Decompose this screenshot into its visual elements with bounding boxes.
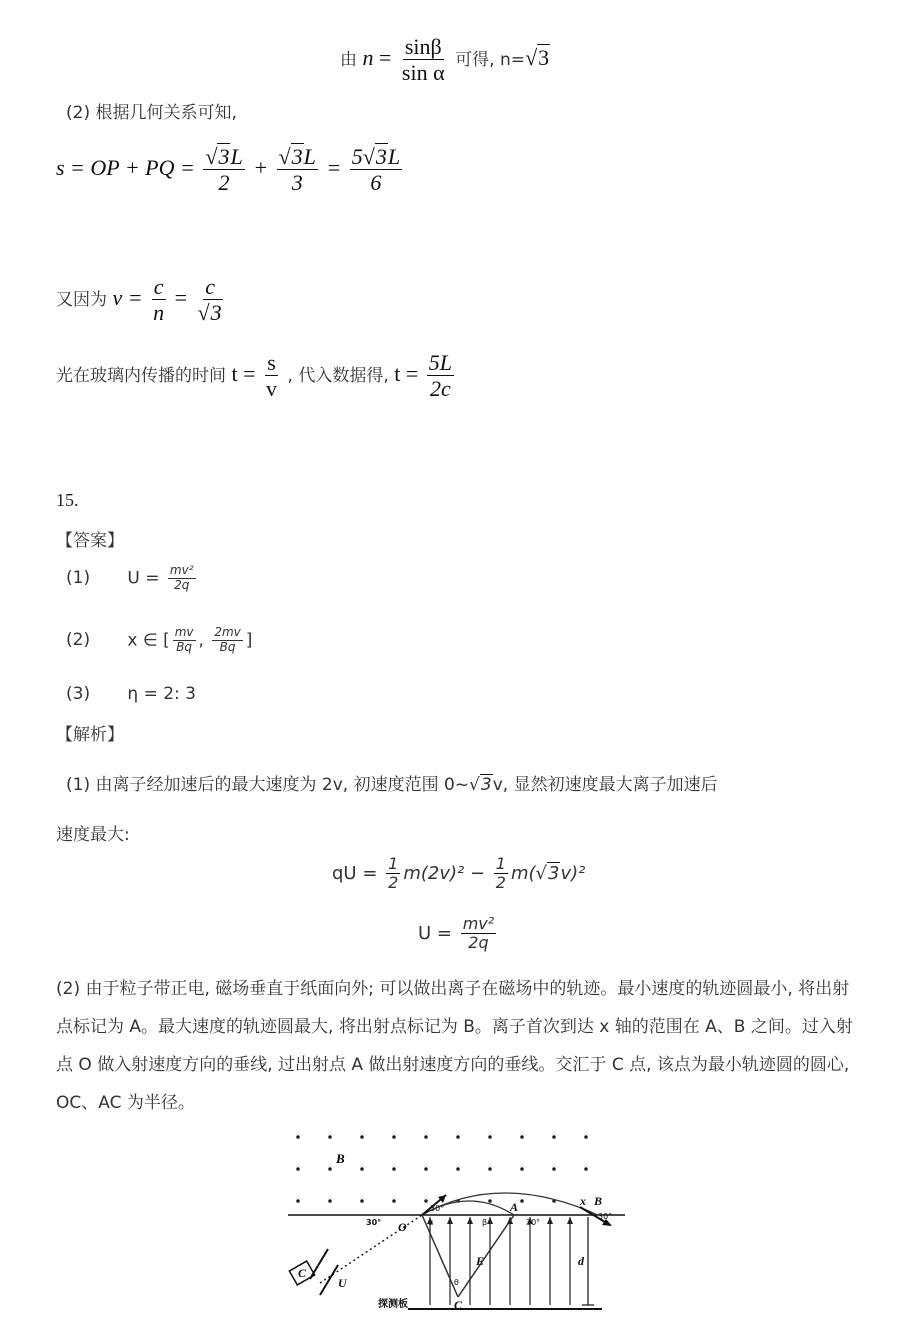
label-U: U bbox=[338, 1276, 347, 1290]
label-x: x bbox=[580, 1194, 586, 1208]
snell-denominator: sin α bbox=[401, 60, 445, 86]
energy-equation: qU = $\frac{1}{2}$ m(2v)² − $\frac{1}{2}$ m(√3v)² bbox=[332, 854, 586, 893]
velocity-fraction-2: $\frac{c}{√3}$ bbox=[197, 274, 222, 326]
voltage-equation: U = $\frac{\text{mv²}}{2q}$ bbox=[418, 914, 495, 953]
label-A: A bbox=[510, 1200, 519, 1214]
angle-30-left: 30° bbox=[366, 1218, 382, 1227]
snell-result-prefix: n= bbox=[500, 49, 526, 70]
time-equation: 光在玻璃内传播的时间 t = $\frac{s}{v}$ , 代入数据得, t = $\frac{5L}{2c}$ bbox=[56, 350, 453, 402]
analysis-paragraph-1-cont: 速度最大: bbox=[56, 825, 130, 845]
part2-label: (2) 根据几何关系可知, bbox=[66, 103, 237, 123]
snell-middle: 可得, bbox=[455, 49, 495, 70]
label-O: O bbox=[398, 1220, 407, 1234]
answer-1: (1) U = $\frac{\text{mv²}}{2q}$ bbox=[66, 563, 194, 592]
snell-equation bbox=[340, 34, 550, 86]
velocity-fraction-1: $\frac{c}{n}$ bbox=[153, 274, 165, 326]
snell-eq: = bbox=[379, 44, 392, 70]
radius-AC bbox=[458, 1215, 514, 1297]
snell-n: n bbox=[362, 44, 374, 70]
field-label: B bbox=[336, 1151, 345, 1166]
angle-beta: β bbox=[482, 1218, 488, 1227]
snell-numerator: sinβ bbox=[404, 34, 442, 59]
analysis-paragraph-2: (2) 由于粒子带正电, 磁场垂直于纸面向外; 可以做出离子在磁场中的轨迹。最小速度的轨迹圆最小, 将出射点标记为 A。最大速度的轨迹圆最大, 将出射点标记为 B。离子首次到达 x 轴的范围在 A、B 之间。过入射点 O 做入射速度方向的垂线, 过出射点 A 做出射速度方向的垂线。交汇于 C 点, 该点为最小轨迹圆的圆心, OC、AC 为半径。 bbox=[56, 979, 853, 1113]
label-B: B bbox=[594, 1194, 603, 1208]
angle-30-right: 30° bbox=[598, 1212, 613, 1221]
radius-OC bbox=[422, 1215, 458, 1297]
label-C: C bbox=[454, 1298, 463, 1312]
angle-theta: θ bbox=[454, 1278, 459, 1287]
distance-fraction-2: $\frac{√3L}{3}$ bbox=[278, 144, 316, 196]
label-E: E bbox=[476, 1254, 485, 1268]
angle-30-b: 30° bbox=[526, 1218, 541, 1227]
accelerator-plate-1 bbox=[310, 1249, 328, 1279]
answer-header: 【答案】 bbox=[56, 531, 124, 551]
trajectory-figure bbox=[280, 1125, 640, 1321]
snell-fraction bbox=[400, 34, 447, 86]
distance-fraction-3: $\frac{5√3L}{6}$ bbox=[351, 144, 401, 196]
magnetic-field-dots bbox=[296, 1135, 588, 1203]
time-result-fraction: $\frac{5L}{2c}$ bbox=[428, 350, 453, 402]
distance-lhs: s = OP + PQ = bbox=[56, 154, 195, 180]
analysis-paragraph-1: (1) 由离子经加速后的最大速度为 2v, 初速度范围 0~√3v, 显然初速度最大离子加速后 bbox=[66, 775, 718, 795]
angle-alpha: α bbox=[428, 1218, 434, 1227]
distance-equation: s = OP + PQ = $\frac{√3L}{2}$ + $\frac{√3L}{3}$ = $\frac{5√3L}{6}$ bbox=[56, 144, 401, 196]
distance-fraction-1: $\frac{√3L}{2}$ bbox=[205, 144, 243, 196]
snell-result-sqrt: √3 bbox=[525, 44, 550, 70]
question-number: 15. bbox=[56, 490, 79, 510]
time-prefix: 光在玻璃内传播的时间 bbox=[56, 365, 226, 386]
electric-field-lines bbox=[430, 1217, 570, 1305]
angle-30-a: 30° bbox=[430, 1204, 445, 1213]
velocity-equation: 又因为 v = $\frac{c}{n}$ = $\frac{c}{√3}$ bbox=[56, 274, 228, 326]
time-fraction: $\frac{s}{v}$ bbox=[266, 350, 278, 402]
velocity-prefix: 又因为 bbox=[56, 289, 107, 310]
analysis-header: 【解析】 bbox=[56, 725, 124, 745]
answer-2: (2) x ∈ [ $\frac{mv}{Bq}$ , $\frac{2mv}{Bq}$ ] bbox=[66, 625, 253, 654]
label-d: d bbox=[578, 1254, 584, 1268]
label-source: C bbox=[298, 1266, 307, 1280]
detector-label: 探测板 bbox=[378, 1299, 408, 1310]
time-middle: , 代入数据得, bbox=[287, 365, 389, 386]
answer-3: (3) η = 2: 3 bbox=[66, 684, 196, 704]
snell-prefix: 由 bbox=[340, 49, 357, 70]
accelerator-plate-2 bbox=[320, 1265, 338, 1295]
